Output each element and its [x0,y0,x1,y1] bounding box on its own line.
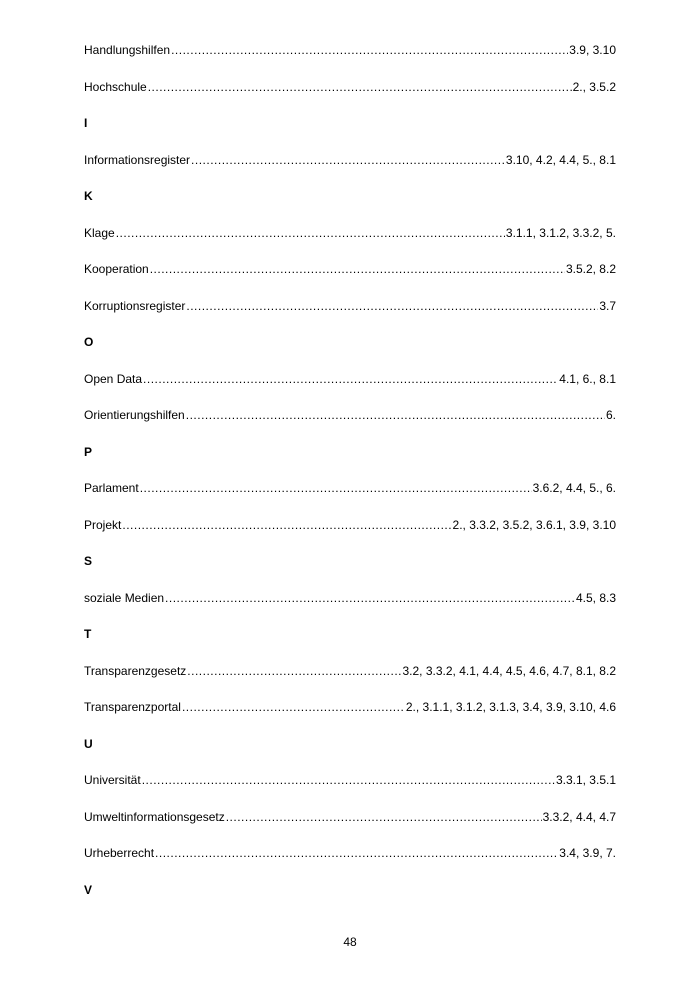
index-term: Kooperation [84,262,149,276]
index-term: Korruptionsregister [84,298,186,313]
index-references: 6. [605,408,616,422]
index-references: 3.3.2, 4.4, 4.7 [542,809,616,824]
index-references: 4.5, 8.3 [575,590,616,605]
dot-leader [187,661,401,681]
index-term: Projekt [84,517,122,532]
index-entry [84,150,616,170]
index-letter-heading: I [84,116,88,130]
index-term: Transparenzgesetz [84,663,187,678]
index-letter-heading: K [84,189,93,203]
index-term: Informationsregister [84,152,191,167]
dot-leader [150,259,565,279]
index-letter-heading: V [84,882,93,897]
index-references: 4.1, 6., 8.1 [559,371,616,386]
index-entry [84,515,616,535]
index-term: Open Data [84,371,143,386]
index-entry [84,259,616,279]
dot-leader [191,150,505,170]
index-references: 3.1.1, 3.1.2, 3.3.2, 5. [505,225,616,240]
page-number: 48 [343,935,357,949]
index-term: Orientierungshilfen [84,408,185,422]
index-letter-heading: T [84,627,92,641]
index-entry [84,478,616,498]
dot-leader [226,807,542,827]
index-references: 2., 3.3.2, 3.5.2, 3.6.1, 3.9, 3.10 [452,517,616,532]
index-entry [84,588,616,608]
index-references: 3.2, 3.3.2, 4.1, 4.4, 4.5, 4.6, 4.7, 8.1, 8.2 [402,663,616,678]
dot-leader [140,478,532,498]
index-references: 2., 3.1.1, 3.1.2, 3.1.3, 3.4, 3.9, 3.10, 4.6 [405,700,616,714]
index-references: 3.5.2, 8.2 [565,262,616,276]
dot-leader [148,77,572,97]
dot-leader [182,697,405,717]
index-term: Handlungshilfen [84,43,171,57]
index-term: Hochschule [84,79,147,94]
index-term: Parlament [84,481,139,495]
index-entry [84,369,616,389]
index-references: 3.7 [599,298,616,313]
index-term: soziale Medien [84,590,165,605]
dot-leader [186,296,598,316]
index-entry [84,40,616,60]
dot-leader [186,405,605,425]
index-entry [84,843,616,863]
index-references: 3.9, 3.10 [569,43,616,57]
index-entry [84,405,616,425]
dot-leader [142,770,555,790]
index-entry [84,661,616,681]
dot-leader [165,588,575,608]
index-entry [84,296,616,316]
index-list [84,40,616,916]
index-references: 3.3.1, 3.5.1 [555,773,616,787]
index-term: Umweltinformationsgesetz [84,809,225,824]
index-entry [84,807,616,827]
index-term: Urheberrecht [84,846,155,860]
dot-leader [171,40,568,60]
index-letter-heading: P [84,444,93,459]
dot-leader [155,843,558,863]
index-letter-heading: S [84,554,93,568]
index-term: Universität [84,773,141,787]
index-entry [84,697,616,717]
index-term: Klage [84,225,115,240]
index-letter-heading: U [84,736,93,751]
index-references: 3.4, 3.9, 7. [559,846,616,860]
index-term: Transparenzportal [84,700,181,714]
index-references: 3.10, 4.2, 4.4, 5., 8.1 [505,152,616,167]
dot-leader [116,223,505,243]
dot-leader [143,369,558,389]
index-references: 3.6.2, 4.4, 5., 6. [532,481,616,495]
index-letter-heading: O [84,335,94,349]
index-entry [84,77,616,97]
dot-leader [122,515,451,535]
index-entry [84,770,616,790]
index-entry [84,223,616,243]
index-references: 2., 3.5.2 [572,79,616,94]
